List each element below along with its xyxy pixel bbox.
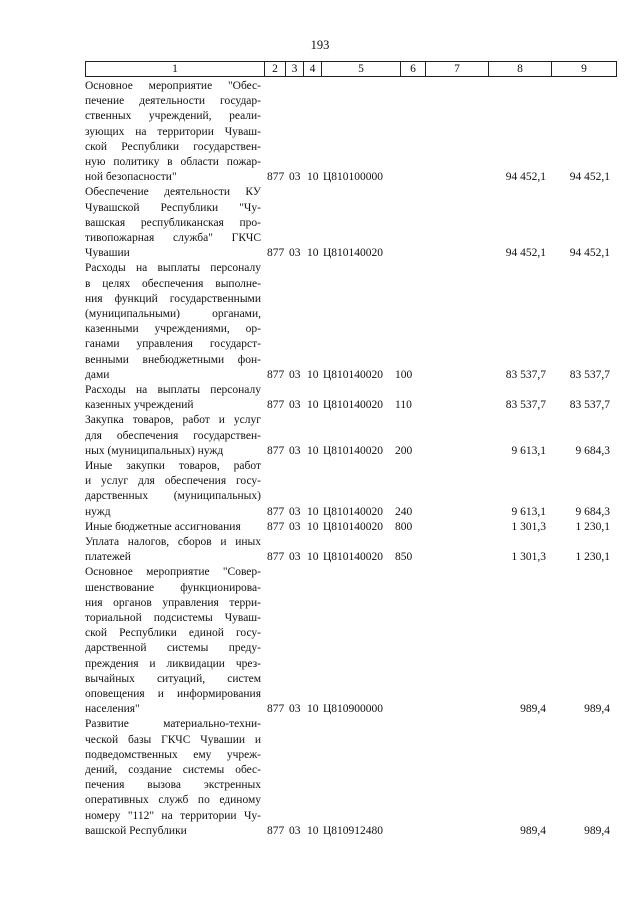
cell-amount-col9: 1 230,1 [575, 520, 610, 533]
header-col-6: 6 [410, 63, 416, 75]
cell-pr: 10 [307, 247, 319, 260]
description-line: печения вызова экстренных [85, 779, 261, 792]
cell-pr: 10 [307, 505, 319, 518]
cell-csr: Ц810140020 [323, 247, 384, 260]
cell-rz: 03 [289, 551, 301, 564]
table-row [85, 520, 615, 535]
table-row [85, 79, 615, 185]
cell-pr: 10 [307, 171, 319, 184]
header-col-1: 1 [172, 63, 178, 75]
cell-csr: Ц810140020 [323, 551, 384, 564]
cell-pr: 10 [307, 824, 319, 837]
description-line: Иные бюджетные ассигнования [85, 520, 241, 533]
cell-amount-col8: 83 537,7 [505, 399, 546, 412]
cell-gr: 877 [267, 551, 285, 564]
table-row [85, 413, 615, 459]
cell-csr: Ц810140020 [323, 444, 384, 457]
cell-rz: 03 [289, 444, 301, 457]
description-line: в целях обеспечения выполне- [85, 277, 261, 290]
description-line: оперативных служб по единому [85, 794, 261, 807]
cell-vr: 850 [395, 551, 413, 564]
cell-amount-col9: 9 684,3 [575, 505, 610, 518]
row-description [85, 79, 261, 185]
row-description [85, 383, 261, 413]
description-line: подведомственных ему учреж- [85, 748, 261, 761]
table-row [85, 565, 615, 717]
description-line: Чувашской Республики "Чу- [85, 201, 261, 214]
cell-amount-col9: 83 537,7 [569, 368, 610, 381]
row-description [85, 413, 261, 459]
cell-csr: Ц810140020 [323, 399, 384, 412]
row-description [85, 261, 261, 383]
description-line: вычайных ситуаций, систем [85, 672, 261, 685]
cell-csr: Ц810140020 [323, 505, 384, 518]
description-line: ственных учреждений, реали- [85, 110, 261, 123]
table-row [85, 717, 615, 839]
table-row [85, 383, 615, 413]
description-line: вашской Республики [85, 824, 187, 837]
cell-amount-col8: 94 452,1 [505, 171, 546, 184]
table-row [85, 535, 615, 565]
cell-csr: Ц810912480 [323, 824, 384, 837]
description-line: дарственной системы преду- [85, 642, 261, 655]
description-line: для обеспечения государствен- [85, 429, 261, 442]
description-line: Расходы на выплаты персоналу [85, 384, 261, 396]
description-line: Уплата налогов, сборов и иных [85, 536, 261, 548]
cell-gr: 877 [267, 444, 285, 457]
cell-gr: 877 [267, 520, 285, 533]
cell-rz: 03 [289, 520, 301, 533]
description-line: Чувашии [85, 247, 130, 260]
description-line: платежей [85, 551, 131, 564]
description-line: казенными учреждениями, ор- [85, 323, 261, 336]
description-line: номеру "112" на территории Чу- [85, 809, 261, 822]
description-line: дарственных (муниципальных) [85, 490, 261, 503]
cell-vr: 100 [395, 368, 413, 381]
row-description [85, 717, 261, 839]
description-line: ную политику в области пожар- [85, 156, 261, 169]
cell-amount-col9: 989,4 [584, 824, 610, 837]
cell-rz: 03 [289, 247, 301, 260]
row-description [85, 520, 261, 535]
table-header [85, 61, 617, 77]
cell-rz: 03 [289, 505, 301, 518]
cell-amount-col8: 1 301,3 [511, 520, 546, 533]
description-line: Закупка товаров, работ и услуг [85, 414, 261, 427]
description-line: ской Республики государствен- [85, 140, 261, 153]
cell-rz: 03 [289, 399, 301, 412]
cell-rz: 03 [289, 368, 301, 381]
description-line: ческой базы ГКЧС Чувашии и [85, 733, 261, 746]
cell-rz: 03 [289, 824, 301, 837]
cell-csr: Ц810140020 [323, 520, 384, 533]
cell-gr: 877 [267, 399, 285, 412]
table-row [85, 261, 615, 383]
description-line: Обеспечение деятельности КУ [85, 186, 261, 199]
cell-vr: 200 [395, 444, 413, 457]
description-line: преждения и ликвидации чрез- [85, 657, 261, 670]
description-line: ной безопасности" [85, 171, 177, 184]
header-col-5: 5 [358, 63, 364, 75]
description-line: венными внебюджетными фон- [85, 353, 261, 366]
description-line: ской Республики единой госу- [85, 627, 261, 640]
description-line: вашская республиканская про- [85, 216, 261, 229]
header-col-7: 7 [454, 63, 460, 75]
description-line: оповещения и информирования [85, 688, 261, 701]
description-line: (муниципальными) органами, [85, 308, 261, 320]
description-line: Основное мероприятие "Обес- [85, 80, 261, 92]
cell-amount-col8: 9 613,1 [511, 444, 546, 457]
cell-amount-col9: 9 684,3 [575, 444, 610, 457]
cell-pr: 10 [307, 399, 319, 412]
cell-pr: 10 [307, 444, 319, 457]
description-line: ганами управления государст- [85, 338, 261, 351]
description-line: тивопожарная служба" ГКЧС [85, 232, 261, 244]
cell-amount-col9: 94 452,1 [569, 247, 610, 260]
cell-amount-col8: 1 301,3 [511, 551, 546, 564]
description-line: дений, создание системы обес- [85, 764, 261, 776]
description-line: Иные закупки товаров, работ [85, 460, 261, 472]
description-line: нужд [85, 505, 111, 518]
description-line: зующих на территории Чуваш- [85, 125, 261, 138]
cell-csr: Ц810900000 [323, 703, 384, 716]
description-line: и услуг для обеспечения госу- [85, 475, 261, 488]
cell-gr: 877 [267, 171, 285, 184]
cell-pr: 10 [307, 368, 319, 381]
cell-amount-col8: 989,4 [520, 824, 546, 837]
row-description [85, 459, 261, 520]
cell-rz: 03 [289, 703, 301, 716]
description-line: казенных учреждений [85, 399, 194, 412]
cell-gr: 877 [267, 703, 285, 716]
cell-amount-col8: 989,4 [520, 703, 546, 716]
cell-amount-col9: 1 230,1 [575, 551, 610, 564]
cell-rz: 03 [289, 171, 301, 184]
description-line: Расходы на выплаты персоналу [85, 262, 261, 275]
cell-vr: 800 [395, 520, 413, 533]
cell-amount-col8: 83 537,7 [505, 368, 546, 381]
description-line: дами [85, 368, 110, 381]
header-col-8: 8 [517, 63, 523, 75]
description-line: ных (муниципальных) нужд [85, 444, 224, 457]
header-col-4: 4 [309, 63, 316, 75]
header-col-2: 2 [272, 63, 278, 75]
header-col-3: 3 [291, 63, 298, 75]
description-line: ния функций государственными [85, 292, 261, 305]
cell-pr: 10 [307, 551, 319, 564]
description-line: Основное мероприятие "Совер- [85, 566, 261, 579]
description-line: ториальной подсистемы Чуваш- [85, 612, 261, 624]
cell-pr: 10 [307, 520, 319, 533]
description-line: ния органов управления терри- [85, 596, 261, 609]
page-number: 193 [310, 38, 330, 52]
description-line: Развитие материально-техни- [85, 718, 261, 731]
cell-amount-col9: 94 452,1 [569, 171, 610, 184]
cell-amount-col9: 989,4 [584, 703, 610, 716]
description-line: населения" [85, 703, 140, 716]
cell-csr: Ц810140020 [323, 368, 384, 381]
description-line: шенствование функционирова- [85, 581, 261, 594]
cell-amount-col9: 83 537,7 [569, 399, 610, 412]
cell-vr: 240 [395, 505, 413, 518]
table-row [85, 185, 615, 261]
cell-gr: 877 [267, 247, 285, 260]
cell-gr: 877 [267, 824, 285, 837]
cell-vr: 110 [395, 399, 412, 412]
cell-pr: 10 [307, 703, 319, 716]
description-line: печение деятельности государ- [85, 95, 261, 108]
header-col-9: 9 [581, 63, 587, 75]
cell-csr: Ц810100000 [323, 171, 384, 184]
row-description [85, 185, 261, 261]
cell-amount-col8: 94 452,1 [505, 247, 546, 260]
cell-amount-col8: 9 613,1 [511, 505, 546, 518]
row-description [85, 535, 261, 565]
cell-gr: 877 [267, 505, 285, 518]
row-description [85, 565, 261, 717]
cell-gr: 877 [267, 368, 285, 381]
table-row [85, 459, 615, 520]
